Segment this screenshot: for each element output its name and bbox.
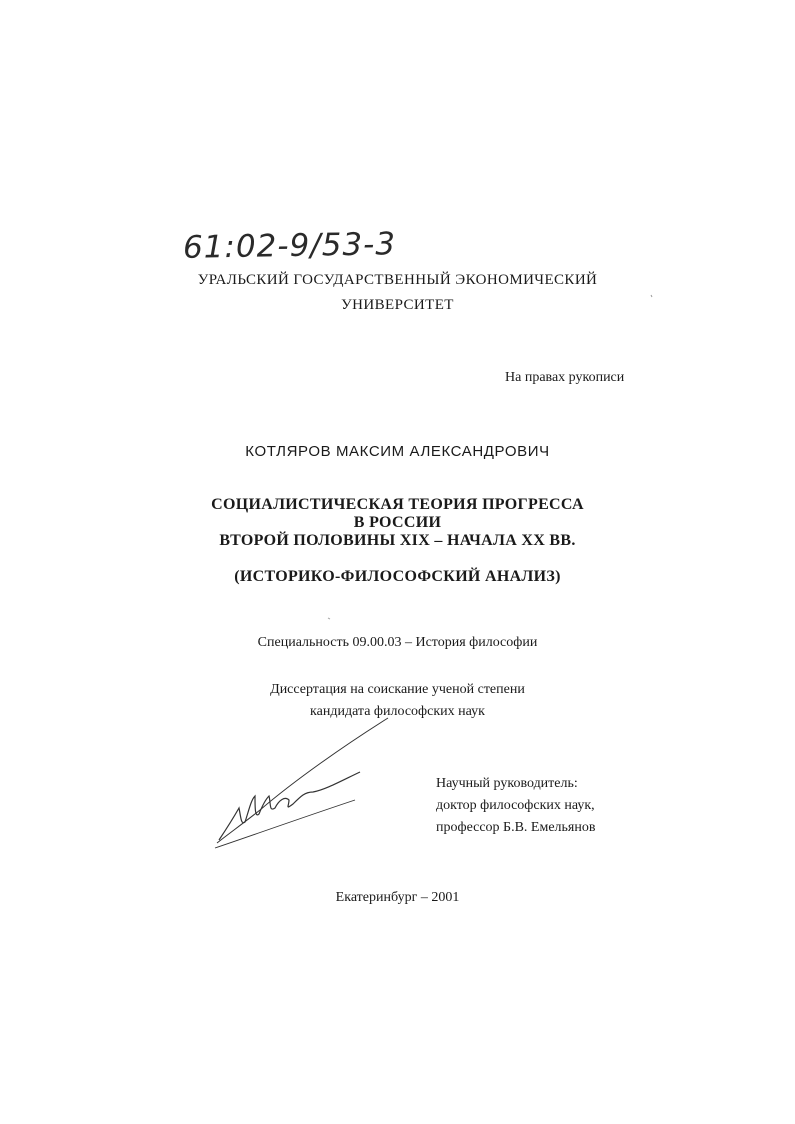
specialty: Специальность 09.00.03 – История философии	[257, 635, 538, 650]
institution-line-2: УНИВЕРСИТЕТ	[341, 297, 454, 313]
city-year: Екатеринбург – 2001	[335, 890, 460, 905]
thesis-title-line-3: ВТОРОЙ ПОЛОВИНЫ XIX – НАЧАЛА XX ВВ.	[219, 532, 576, 549]
handwritten-archive-code: 61:02-9/53-3	[182, 226, 397, 266]
degree-line-2: кандидата философских наук	[310, 704, 485, 719]
advisor-degree: доктор философских наук,	[436, 798, 595, 813]
advisor-label: Научный руководитель:	[436, 776, 578, 791]
institution-line-1: УРАЛЬСКИЙ ГОСУДАРСТВЕННЫЙ ЭКОНОМИЧЕСКИЙ	[197, 272, 598, 288]
thesis-subtitle: (ИСТОРИКО-ФИЛОСОФСКИЙ АНАЛИЗ)	[234, 568, 561, 585]
advisor-name: профессор Б.В. Емельянов	[436, 820, 596, 835]
author-name: КОТЛЯРОВ МАКСИМ АЛЕКСАНДРОВИЧ	[245, 443, 550, 460]
thesis-title-line-1: СОЦИАЛИСТИЧЕСКАЯ ТЕОРИЯ ПРОГРЕССА	[211, 496, 584, 513]
manuscript-rights-note: На правах рукописи	[505, 370, 625, 385]
degree-line-1: Диссертация на соискание ученой степени	[270, 682, 525, 697]
thesis-title-line-2: В РОССИИ	[353, 514, 442, 531]
